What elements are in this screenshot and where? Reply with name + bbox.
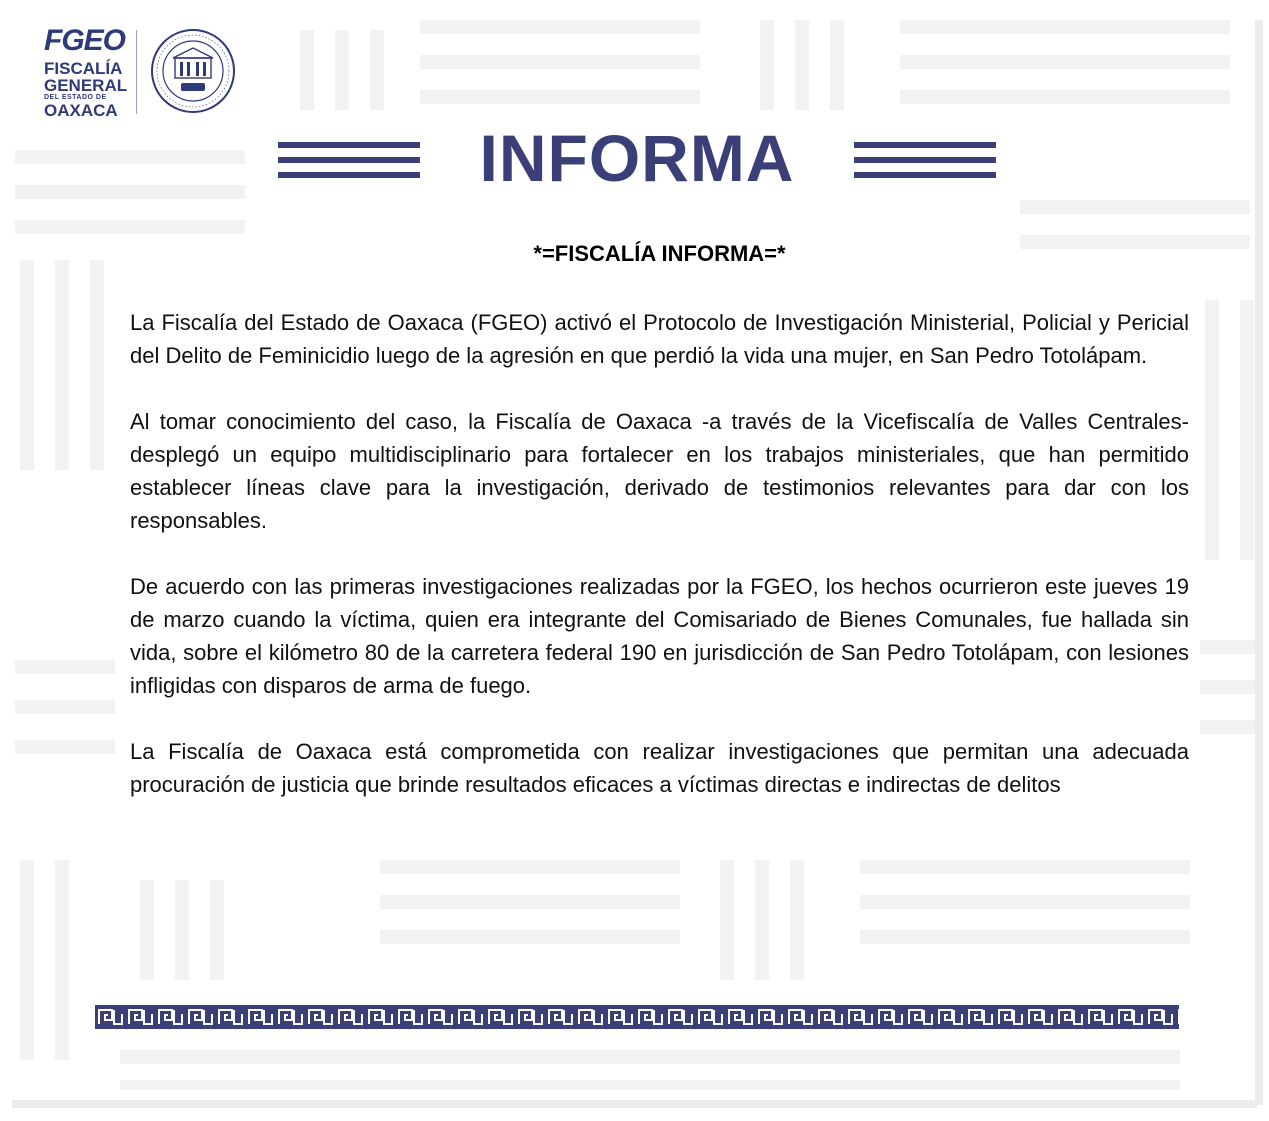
logo-divider <box>136 30 137 114</box>
informa-headline <box>276 121 998 195</box>
headline-right-bar-1 <box>854 142 996 148</box>
greek-fret-border <box>95 1005 1179 1029</box>
logo-line-2: GENERAL <box>44 76 128 95</box>
headline-right-bar-2 <box>854 157 996 163</box>
logo-line-1: FISCALÍA <box>44 59 123 78</box>
logo-text <box>44 60 130 119</box>
headline-right-bar-3 <box>854 172 996 178</box>
paragraph-3: De acuerdo con las primeras investigaciones realizadas por la FGEO, los hechos ocurrieron este jueves 19 de marzo cuando la víctima, quien era integrante del Comisariado de Bienes Comunales, fue hallada sin vida, sobre el kilómetro 80 de la carretera federal 190 en jurisdicción de San Pedro Totolápam, con lesiones infligidas con disparos de arma de fuego. <box>130 574 1189 698</box>
paragraph-1: La Fiscalía del Estado de Oaxaca (FGEO) activó el Protocolo de Investigación Ministerial, Policial y Pericial del Delito de Feminicidio luego de la agresión en que perdió la vida una mujer, en San Pedro Totolápam. <box>130 310 1189 368</box>
paragraph-2: Al tomar conocimiento del caso, la Fiscalía de Oaxaca -a través de la Vicefiscalía de Valles Centrales- desplegó un equipo multidisciplinario para fortalecer en los trabajos ministeriales, que han permitido establecer líneas clave para la investigación, derivado de testimonios relevantes para dar con los responsables. <box>130 409 1189 533</box>
headline-text: INFORMA <box>479 121 795 195</box>
document-body <box>130 306 1189 834</box>
headline-left-bar-2 <box>278 157 420 163</box>
paragraph-4: La Fiscalía de Oaxaca está comprometida con realizar investigaciones que permitan una adecuada procuración de justicia que brinde resultados eficaces a víctimas directas e indirectas de delitos <box>130 739 1189 797</box>
logo-wordmark: FGEO <box>44 24 126 57</box>
headline-left-bar-1 <box>278 142 420 148</box>
institutional-seal-icon <box>150 28 236 114</box>
headline-left-bar-3 <box>278 172 420 178</box>
fgeo-logo <box>38 26 248 122</box>
logo-line-3: DEL ESTADO DE <box>44 94 107 101</box>
document-title: *=FISCALÍA INFORMA=* <box>533 241 786 266</box>
logo-line-4: OAXACA <box>44 101 118 120</box>
